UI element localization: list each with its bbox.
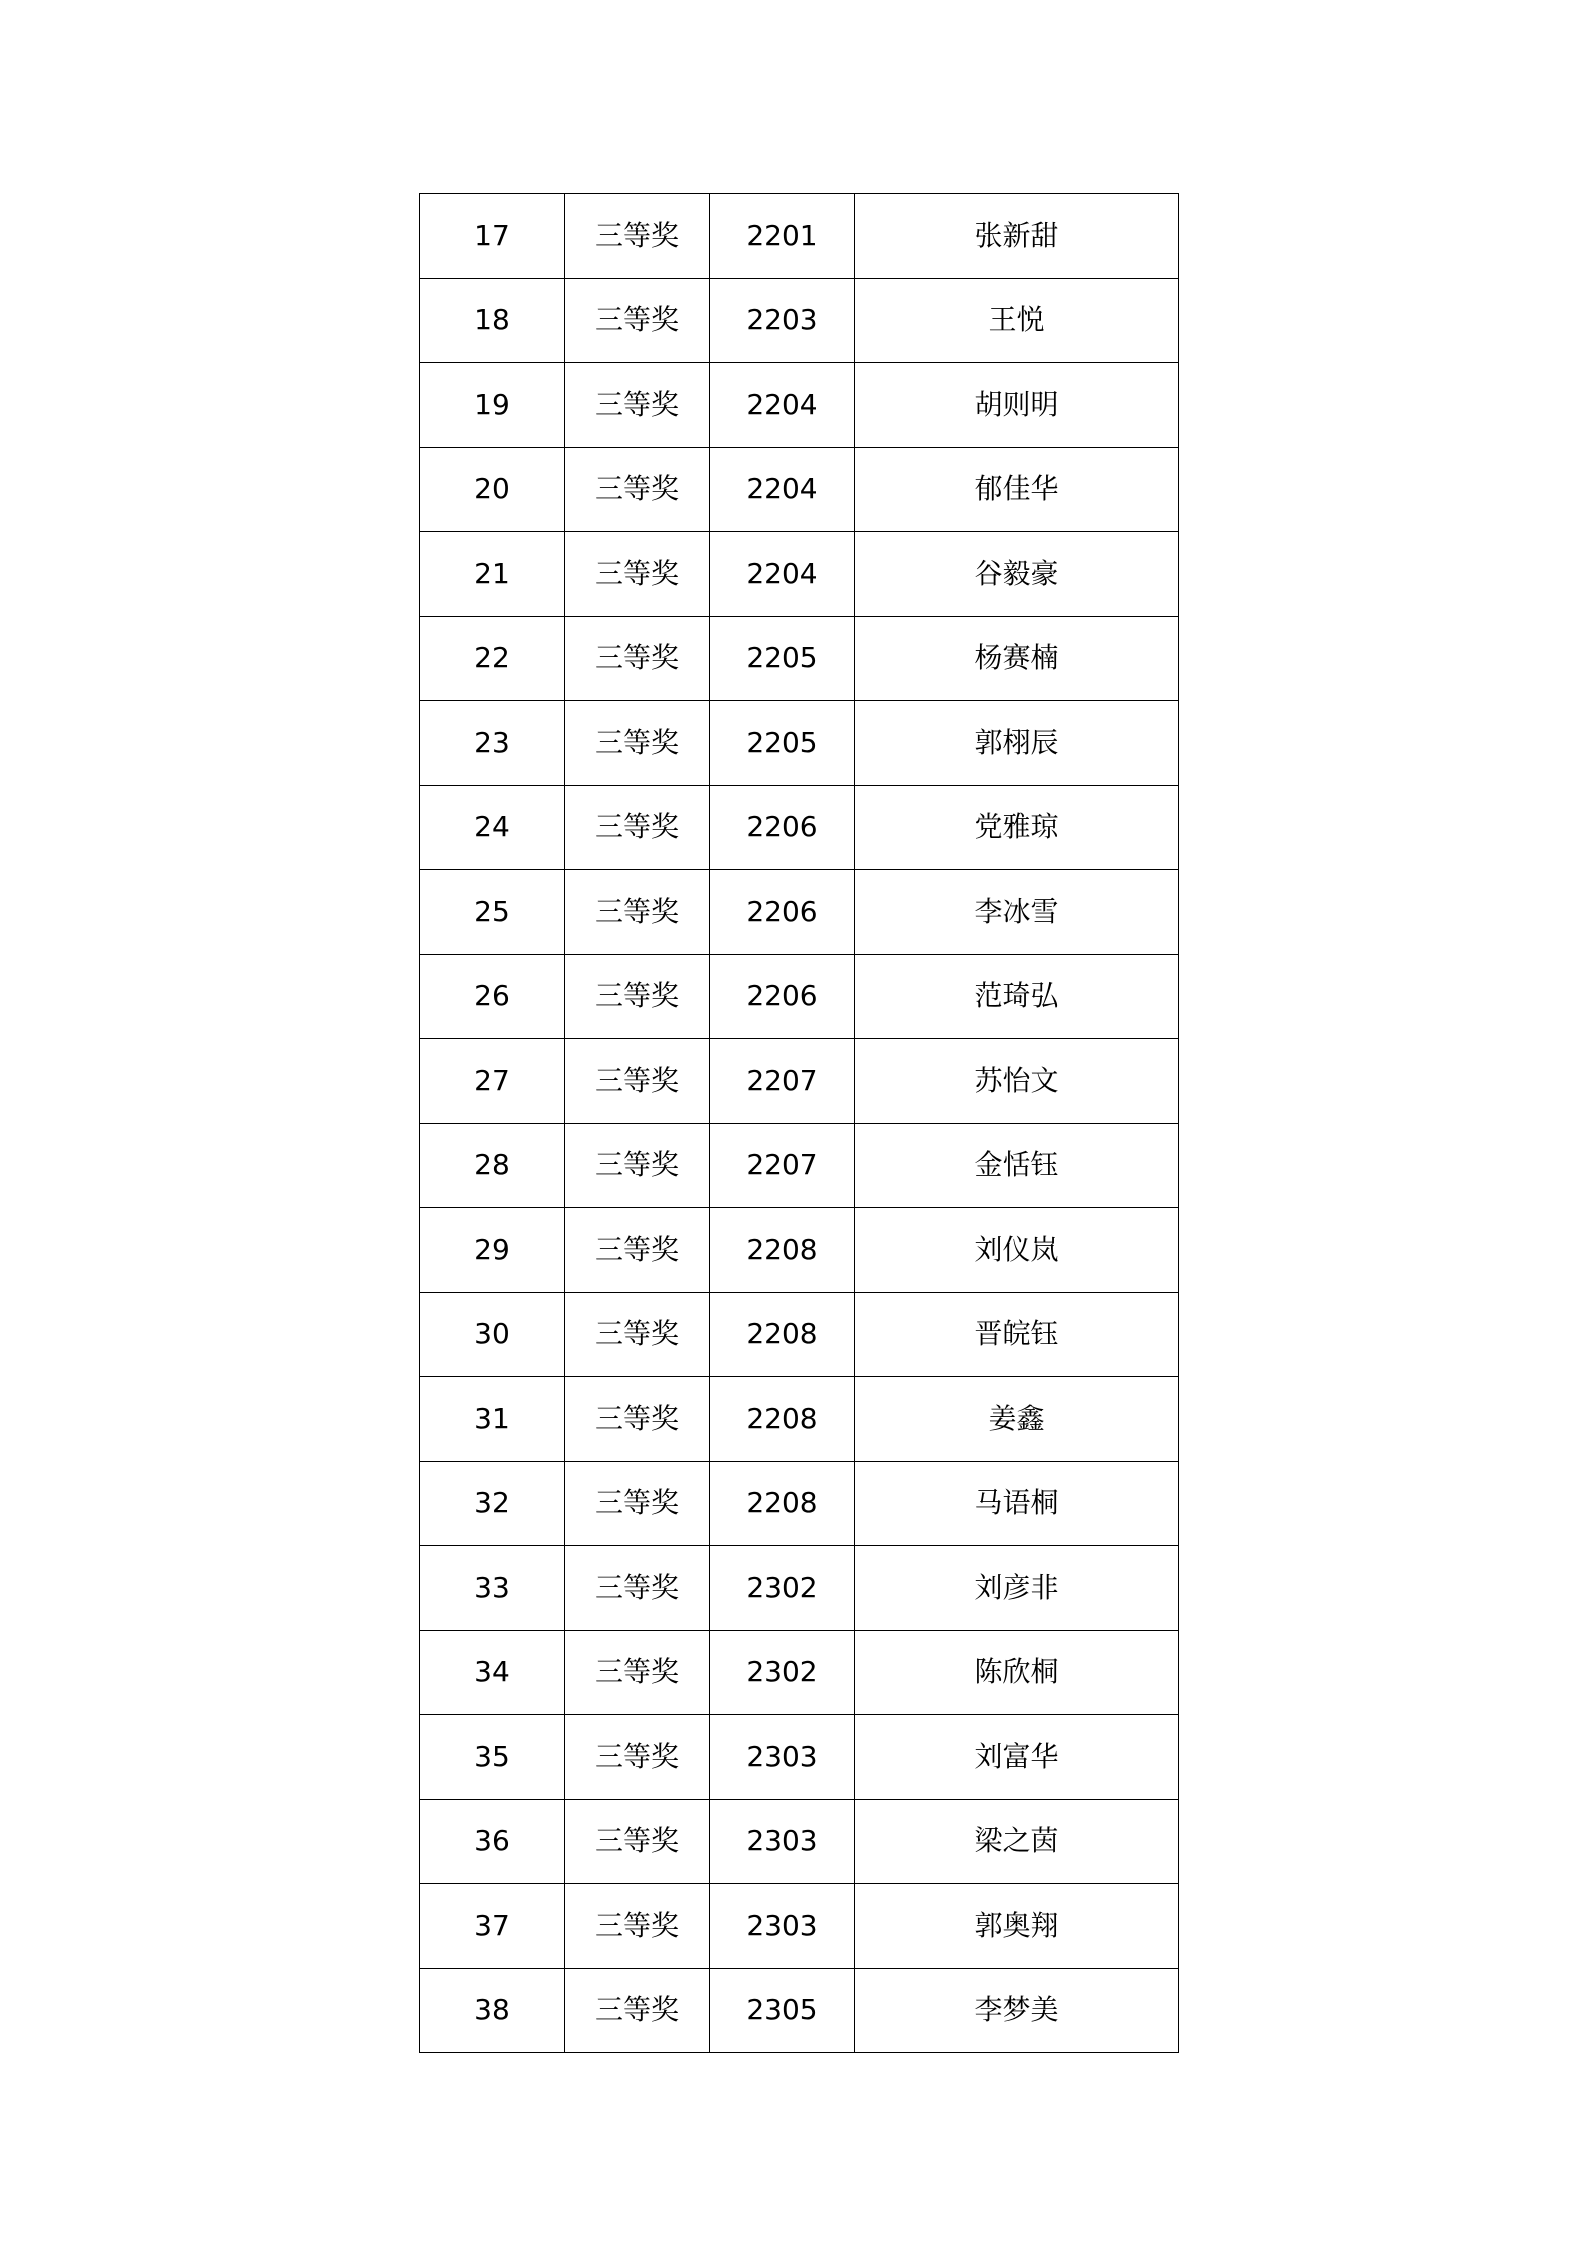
cell-award: 三等奖 [565, 1123, 710, 1208]
cell-award: 三等奖 [565, 1715, 710, 1800]
cell-award: 三等奖 [565, 1968, 710, 2053]
cell-name: 谷毅豪 [855, 532, 1179, 617]
table-row [420, 1039, 1179, 1124]
table-row [420, 278, 1179, 363]
award-table [419, 193, 1179, 2053]
cell-award: 三等奖 [565, 1208, 710, 1293]
cell-class: 2205 [710, 701, 855, 786]
table-row [420, 447, 1179, 532]
cell-class: 2206 [710, 785, 855, 870]
cell-index: 30 [420, 1292, 565, 1377]
cell-name: 金恬钰 [855, 1123, 1179, 1208]
cell-name: 郁佳华 [855, 447, 1179, 532]
cell-index: 34 [420, 1630, 565, 1715]
cell-award: 三等奖 [565, 616, 710, 701]
table-row [420, 363, 1179, 448]
table-row [420, 1292, 1179, 1377]
cell-index: 27 [420, 1039, 565, 1124]
cell-class: 2208 [710, 1208, 855, 1293]
cell-index: 20 [420, 447, 565, 532]
table-row [420, 1630, 1179, 1715]
cell-name: 张新甜 [855, 194, 1179, 279]
cell-award: 三等奖 [565, 1039, 710, 1124]
cell-award: 三等奖 [565, 194, 710, 279]
cell-index: 24 [420, 785, 565, 870]
cell-index: 25 [420, 870, 565, 955]
cell-name: 姜鑫 [855, 1377, 1179, 1462]
table-row [420, 701, 1179, 786]
cell-award: 三等奖 [565, 1799, 710, 1884]
cell-award: 三等奖 [565, 1884, 710, 1969]
table-row [420, 1884, 1179, 1969]
cell-name: 范琦弘 [855, 954, 1179, 1039]
cell-class: 2204 [710, 447, 855, 532]
cell-class: 2303 [710, 1715, 855, 1800]
cell-class: 2302 [710, 1630, 855, 1715]
cell-award: 三等奖 [565, 447, 710, 532]
cell-class: 2201 [710, 194, 855, 279]
cell-award: 三等奖 [565, 1630, 710, 1715]
cell-index: 37 [420, 1884, 565, 1969]
cell-class: 2208 [710, 1292, 855, 1377]
table-row [420, 954, 1179, 1039]
cell-index: 32 [420, 1461, 565, 1546]
cell-class: 2206 [710, 954, 855, 1039]
table-row [420, 1546, 1179, 1631]
cell-award: 三等奖 [565, 363, 710, 448]
cell-class: 2208 [710, 1377, 855, 1462]
cell-award: 三等奖 [565, 870, 710, 955]
cell-class: 2303 [710, 1799, 855, 1884]
table-row [420, 870, 1179, 955]
cell-class: 2207 [710, 1123, 855, 1208]
cell-award: 三等奖 [565, 1377, 710, 1462]
cell-award: 三等奖 [565, 1546, 710, 1631]
cell-award: 三等奖 [565, 1292, 710, 1377]
cell-award: 三等奖 [565, 954, 710, 1039]
cell-name: 陈欣桐 [855, 1630, 1179, 1715]
cell-name: 梁之茵 [855, 1799, 1179, 1884]
table-row [420, 1461, 1179, 1546]
cell-name: 杨赛楠 [855, 616, 1179, 701]
cell-class: 2204 [710, 532, 855, 617]
cell-index: 28 [420, 1123, 565, 1208]
table-row [420, 616, 1179, 701]
cell-class: 2302 [710, 1546, 855, 1631]
cell-index: 23 [420, 701, 565, 786]
cell-index: 33 [420, 1546, 565, 1631]
cell-index: 35 [420, 1715, 565, 1800]
cell-name: 苏怡文 [855, 1039, 1179, 1124]
table-row [420, 1377, 1179, 1462]
cell-name: 刘富华 [855, 1715, 1179, 1800]
cell-index: 22 [420, 616, 565, 701]
cell-name: 胡则明 [855, 363, 1179, 448]
cell-class: 2208 [710, 1461, 855, 1546]
table-row [420, 194, 1179, 279]
cell-award: 三等奖 [565, 532, 710, 617]
cell-name: 晋皖钰 [855, 1292, 1179, 1377]
cell-name: 党雅琼 [855, 785, 1179, 870]
cell-name: 刘彦非 [855, 1546, 1179, 1631]
cell-award: 三等奖 [565, 1461, 710, 1546]
cell-index: 17 [420, 194, 565, 279]
cell-index: 38 [420, 1968, 565, 2053]
cell-class: 2205 [710, 616, 855, 701]
cell-award: 三等奖 [565, 785, 710, 870]
cell-name: 郭奥翔 [855, 1884, 1179, 1969]
cell-class: 2206 [710, 870, 855, 955]
award-table-body [420, 194, 1179, 2053]
table-row [420, 785, 1179, 870]
cell-name: 刘仪岚 [855, 1208, 1179, 1293]
cell-award: 三等奖 [565, 278, 710, 363]
cell-name: 王悦 [855, 278, 1179, 363]
cell-name: 马语桐 [855, 1461, 1179, 1546]
cell-name: 李梦美 [855, 1968, 1179, 2053]
cell-award: 三等奖 [565, 701, 710, 786]
table-row [420, 1715, 1179, 1800]
cell-class: 2204 [710, 363, 855, 448]
cell-index: 21 [420, 532, 565, 617]
table-row [420, 1799, 1179, 1884]
table-row [420, 1208, 1179, 1293]
cell-name: 李冰雪 [855, 870, 1179, 955]
cell-class: 2207 [710, 1039, 855, 1124]
table-row [420, 1968, 1179, 2053]
cell-index: 18 [420, 278, 565, 363]
cell-index: 31 [420, 1377, 565, 1462]
cell-index: 29 [420, 1208, 565, 1293]
cell-class: 2203 [710, 278, 855, 363]
cell-index: 26 [420, 954, 565, 1039]
cell-index: 19 [420, 363, 565, 448]
cell-name: 郭栩辰 [855, 701, 1179, 786]
table-row [420, 532, 1179, 617]
cell-class: 2303 [710, 1884, 855, 1969]
cell-class: 2305 [710, 1968, 855, 2053]
cell-index: 36 [420, 1799, 565, 1884]
table-row [420, 1123, 1179, 1208]
